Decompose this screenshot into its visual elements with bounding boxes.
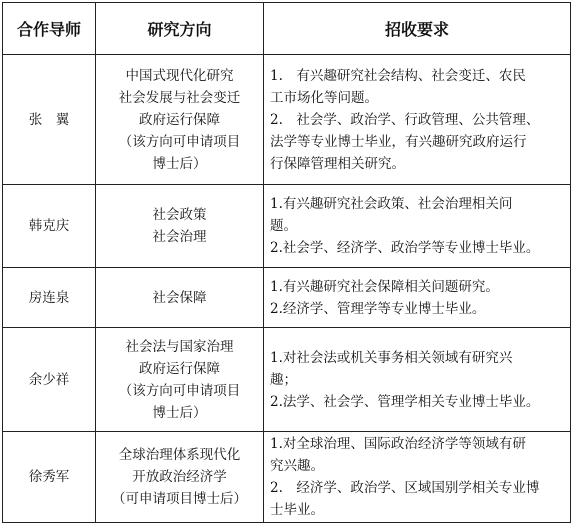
header-research-direction: 研究方向 <box>96 3 264 55</box>
table-header-row <box>3 3 571 55</box>
direction-line: 政府运行保障 <box>139 360 220 377</box>
direction-line: 社会法与国家治理 <box>125 338 234 355</box>
advisor-recruitment-table <box>2 2 571 523</box>
direction-line: 全球治理体系现代化 <box>118 447 241 463</box>
requirement-line: 1.对社会法或机关事务相关领域有研究兴 <box>270 349 513 366</box>
direction-line: （可申请项目博士后） <box>112 491 247 507</box>
advisor-name: 徐秀军 <box>3 432 96 523</box>
direction-line: 社会政策 <box>152 207 207 223</box>
requirement-line: 1. 有兴趣研究社会结构、社会变迁、农民 <box>270 67 526 84</box>
direction-line: （该方向可申请项目 <box>118 133 241 150</box>
table-row <box>3 432 571 523</box>
recruitment-requirements <box>264 268 571 328</box>
direction-line: 博士后） <box>152 404 207 421</box>
requirement-line: 2. 经济学、政治学、区域国别学相关专业博 <box>270 480 540 496</box>
requirement-line: 行保障管理相关研究。 <box>270 155 405 172</box>
research-direction <box>96 432 264 523</box>
requirement-line: 题。 <box>270 218 297 234</box>
table-row <box>3 185 571 268</box>
direction-line: （该方向可申请项目 <box>118 382 241 399</box>
requirement-line: 1.有兴趣研究社会保障相关问题研究。 <box>270 278 499 295</box>
research-direction <box>96 268 264 328</box>
table-row <box>3 268 571 328</box>
requirement-line: 2.经济学、管理学等专业博士毕业。 <box>270 300 486 317</box>
direction-line: 开放政治经济学 <box>132 469 227 485</box>
requirement-line: 2. 社会学、政治学、行政管理、公共管理、 <box>270 111 540 128</box>
requirement-line: 2.法学、社会学、管理学相关专业博士毕业。 <box>270 393 540 410</box>
direction-line: 社会治理 <box>152 229 207 245</box>
requirement-line: 究兴趣。 <box>270 458 324 474</box>
direction-line: 政府运行保障 <box>139 111 220 128</box>
recruitment-requirements <box>264 185 571 268</box>
research-direction <box>96 55 264 185</box>
header-advisor: 合作导师 <box>3 3 96 55</box>
direction-line: 社会发展与社会变迁 <box>118 89 241 106</box>
requirement-line: 法学等专业博士毕业，有兴趣研究政府运行 <box>270 133 527 150</box>
direction-line: 博士后） <box>152 155 207 172</box>
research-direction <box>96 328 264 432</box>
requirement-line: 2.社会学、经济学、政治学等专业博士毕业。 <box>270 240 540 256</box>
advisor-name: 余少祥 <box>3 328 96 432</box>
recruitment-requirements <box>264 328 571 432</box>
requirement-line: 1.有兴趣研究社会政策、社会治理相关问 <box>270 196 513 212</box>
requirement-line: 趣； <box>270 371 297 388</box>
advisor-name: 韩克庆 <box>3 185 96 268</box>
advisor-name: 张 翼 <box>3 55 96 185</box>
requirement-line: 士毕业。 <box>270 502 324 518</box>
recruitment-requirements <box>264 432 571 523</box>
table-row <box>3 55 571 185</box>
requirement-line: 1.对全球治理、国际政治经济学等领域有研 <box>270 436 526 452</box>
table-row <box>3 328 571 432</box>
research-direction <box>96 185 264 268</box>
recruitment-requirements <box>264 55 571 185</box>
direction-line: 中国式现代化研究 <box>125 67 234 84</box>
requirement-line: 工市场化等问题。 <box>270 89 378 106</box>
advisor-name: 房连泉 <box>3 268 96 328</box>
header-requirements: 招收要求 <box>264 3 571 55</box>
direction-line: 社会保障 <box>152 289 207 306</box>
